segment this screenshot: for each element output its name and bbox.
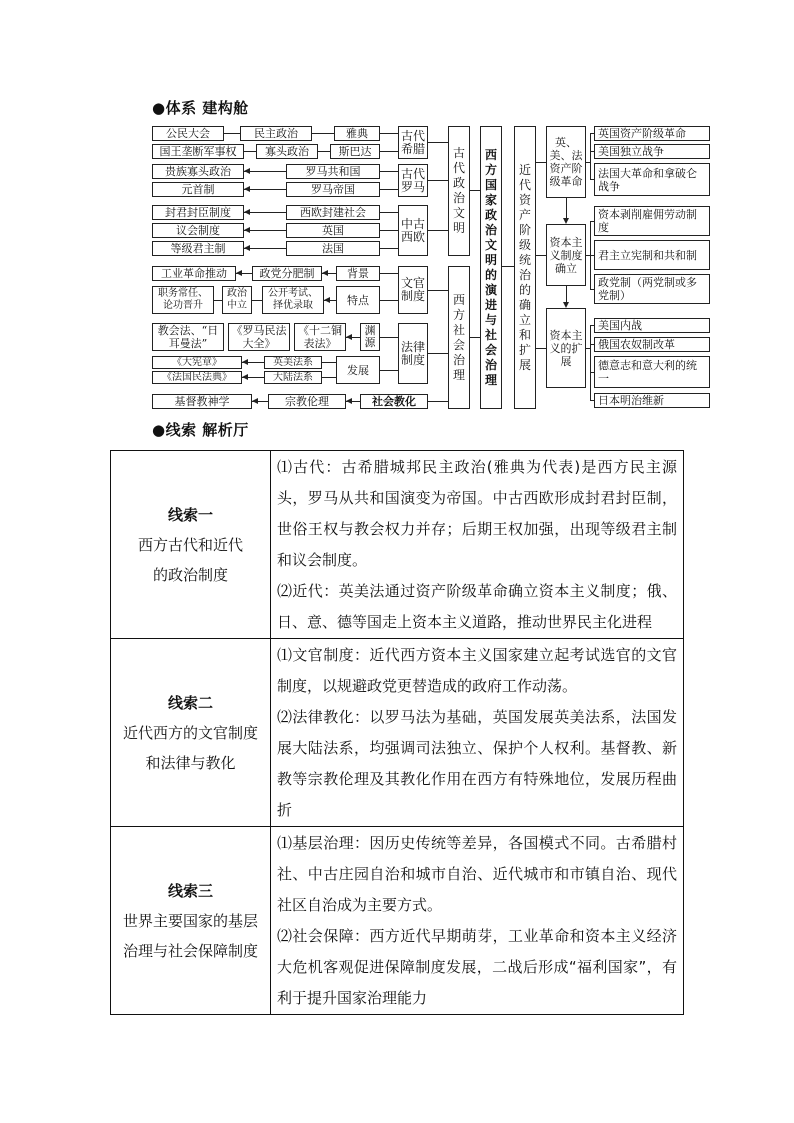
box-industrial-revolution: 工业革命推动 xyxy=(152,266,236,281)
clue-paragraph: ⑴基层治理：因历史传统等差异，各国模式不同。古希腊村社、中古庄园自治和城市自治、近代城市和市镇自治、现代社区自治成为主要方式。 xyxy=(277,834,677,914)
table-row xyxy=(111,639,684,827)
box-legal-system: 法律制度 xyxy=(398,323,428,384)
clue-topic-line: 近代西方的文官制度 xyxy=(122,723,258,742)
box-ancient-rome: 古代罗马 xyxy=(398,164,428,197)
clue-name: 线索三 xyxy=(167,881,213,900)
box-aristocratic-oligarchy: 贵族寡头政治 xyxy=(152,164,244,179)
clue-topic-line: 世界主要国家的基层 xyxy=(122,911,258,930)
clue-topic-line: 的政治制度 xyxy=(152,565,228,584)
box-feature-exam: 公开考试、择优录取 xyxy=(262,286,324,314)
clue-paragraph: ⑴文官制度：近代西方资本主义国家建立起考试选官的文官制度，以规避政党更替造成的政府工作动荡。 xyxy=(277,646,677,695)
box-wage-labor: 资本剥削雇佣劳动制度 xyxy=(594,206,710,236)
box-estates-monarchy: 等级君主制 xyxy=(152,241,244,256)
clue-name: 线索二 xyxy=(167,693,213,712)
box-ancient-greece: 古代希腊 xyxy=(398,126,428,159)
box-common-law: 英美法系 xyxy=(264,356,322,369)
box-origin-canon-germanic: 教会法、“日耳曼法” xyxy=(152,323,224,351)
box-religious-ethics: 宗教伦理 xyxy=(268,394,346,409)
box-sparta: 斯巴达 xyxy=(330,144,380,159)
box-english-revolution: 英国资产阶级革命 xyxy=(594,126,710,141)
table-row xyxy=(111,451,684,639)
box-social-education: 社会教化 xyxy=(360,394,428,409)
clue-content-cell xyxy=(271,827,684,1015)
clues-heading: ●线索 解析厅 xyxy=(152,421,249,439)
box-oligarchy: 寡头政治 xyxy=(256,144,318,159)
clue-name: 线索一 xyxy=(167,505,213,524)
box-meiji-restoration: 日本明治维新 xyxy=(594,393,710,408)
clue-title-cell xyxy=(111,639,271,827)
clue-analysis-table xyxy=(110,450,684,1015)
box-german-italian-unification: 德意志和意大利的统一 xyxy=(594,356,710,388)
box-christian-theology: 基督教神学 xyxy=(152,394,252,409)
clue-topic-line: 治理与社会保障制度 xyxy=(122,941,258,960)
clue-paragraph: ⑵法律教化：以罗马法为基础，英国发展英美法系，法国发展大陆法系，均强调司法独立、保护个人权利。基督教、新教等宗教伦理及其教化作用在西方有特殊地位，发展历程曲折 xyxy=(277,708,677,819)
box-feudal-society: 西欧封建社会 xyxy=(286,205,380,220)
box-france: 法国 xyxy=(286,241,380,256)
box-medieval-europe: 中古西欧 xyxy=(398,205,428,256)
box-background: 背景 xyxy=(336,266,380,281)
box-civil-service: 文官制度 xyxy=(398,266,428,314)
box-origin-twelve-tables: 《十二铜表法》 xyxy=(294,323,346,351)
box-capitalism-expansion: 资本主义的扩展 xyxy=(546,308,586,388)
box-origin-corpus-juris: 《罗马民法大全》 xyxy=(228,323,290,351)
system-heading: ●体系 建构舱 xyxy=(152,99,249,117)
table-row xyxy=(111,827,684,1015)
box-feature-tenure: 职务常任、论功晋升 xyxy=(152,286,214,314)
box-civil-law: 大陆法系 xyxy=(264,371,322,384)
box-development: 发展 xyxy=(336,356,380,384)
box-features: 特点 xyxy=(336,286,380,314)
clue-paragraph: ⑵社会保障：西方近代早期萌芽，工业革命和资本主义经济大危机客观促进保障制度发展，二战后形成“福利国家”，有利于提升国家治理能力 xyxy=(277,927,677,1007)
column-social-governance: 西方社会治理 xyxy=(448,266,470,409)
box-origin: 渊源 xyxy=(360,323,380,351)
column-ancient-politics: 古代政治文明 xyxy=(448,126,470,256)
box-parliament: 议会制度 xyxy=(152,223,244,238)
box-feature-neutral: 政治中立 xyxy=(222,286,252,314)
knowledge-diagram xyxy=(0,0,794,420)
box-constitutional-monarchy: 君主立宪制和共和制 xyxy=(594,240,710,270)
box-capitalism-established: 资本主义制度确立 xyxy=(546,224,586,286)
box-feudal-vassal: 封君封臣制度 xyxy=(152,205,244,220)
box-american-independence: 美国独立战争 xyxy=(594,144,710,159)
box-american-civil-war: 美国内战 xyxy=(594,318,710,333)
box-spoils-system: 政党分肥制 xyxy=(252,266,322,281)
box-principate: 元首制 xyxy=(152,182,244,197)
box-bourgeois-revolution: 英、美、法资产阶级革命 xyxy=(546,126,586,198)
column-modern-bourgeois: 近代资产阶级统治的确立和扩展 xyxy=(514,126,536,409)
clue-topic-line: 西方古代和近代 xyxy=(137,535,243,554)
box-democracy: 民主政治 xyxy=(240,126,312,141)
box-roman-republic: 罗马共和国 xyxy=(286,164,380,179)
box-england: 英国 xyxy=(286,223,380,238)
clue-title-cell xyxy=(111,451,271,639)
clue-content-cell xyxy=(271,451,684,639)
box-athens: 雅典 xyxy=(334,126,380,141)
box-napoleonic-code: 《法国民法典》 xyxy=(152,371,242,384)
clue-content-cell xyxy=(271,639,684,827)
clue-paragraph: ⑴古代：古希腊城邦民主政治(雅典为代表)是西方民主源头，罗马从共和国演变为帝国。中古西欧形成封君封臣制，世俗王权与教会权力并存；后期王权加强，出现等级君主制和议会制度。 xyxy=(277,458,677,569)
box-king-military: 国王垄断军事权 xyxy=(152,144,244,159)
box-party-system: 政党制（两党制或多党制） xyxy=(594,274,710,304)
box-french-revolution: 法国大革命和拿破仑战争 xyxy=(594,163,710,196)
box-russian-serf-reform: 俄国农奴制改革 xyxy=(594,337,710,352)
box-roman-empire: 罗马帝国 xyxy=(286,182,380,197)
clue-topic-line: 和法律与教化 xyxy=(145,753,236,772)
column-center-title: 西方国家政治文明的演进与社会治理 xyxy=(480,126,502,409)
clue-title-cell xyxy=(111,827,271,1015)
clue-paragraph: ⑵近代：英美法通过资产阶级革命确立资本主义制度；俄、日、意、德等国走上资本主义道路，推动世界民主化进程 xyxy=(277,582,677,631)
box-magna-carta: 《大宪章》 xyxy=(152,356,242,369)
box-citizen-assembly: 公民大会 xyxy=(152,126,224,141)
